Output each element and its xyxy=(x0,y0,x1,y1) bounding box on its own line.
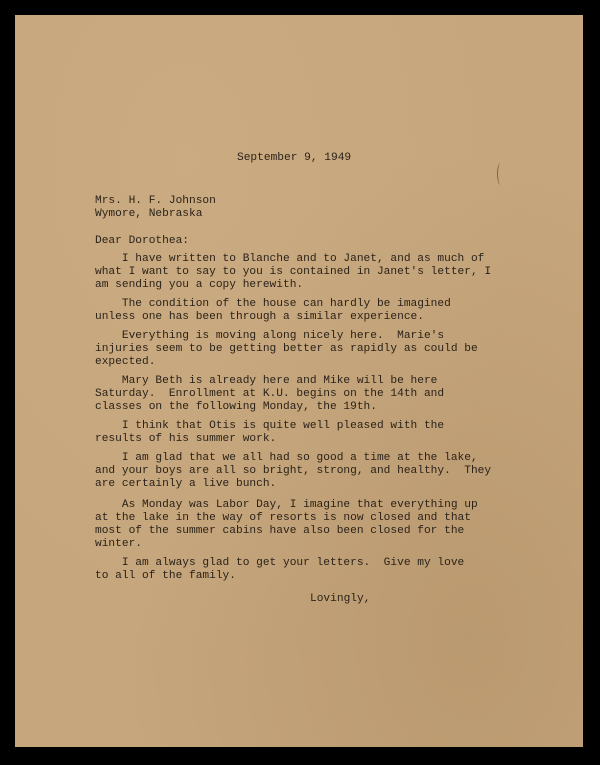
paragraph-8 xyxy=(95,557,464,583)
paragraph-line: results of his summer work. xyxy=(95,433,277,445)
paragraph-line: winter. xyxy=(95,538,142,550)
salutation: Dear Dorothea: xyxy=(95,235,189,247)
paragraph-line: expected. xyxy=(95,356,156,368)
paragraph-line: The condition of the house can hardly be imagined xyxy=(95,298,451,310)
paragraph-line: I am always glad to get your letters. Give my love xyxy=(95,557,465,569)
paragraph-2 xyxy=(95,298,451,324)
paragraph-line: classes on the following Monday, the 19th. xyxy=(95,401,377,413)
paragraph-line: injuries seem to be getting better as rapidly as could be xyxy=(95,343,478,355)
letter-date: September 9, 1949 xyxy=(237,152,352,164)
paragraph-line: Everything is moving along nicely here. Marie's xyxy=(95,330,445,342)
pen-mark xyxy=(497,163,504,185)
paragraph-line: to all of the family. xyxy=(95,570,236,582)
recipient-address: Wymore, Nebraska xyxy=(95,208,203,220)
paragraph-line: unless one has been through a similar experience. xyxy=(95,311,424,323)
paragraph-line: Mary Beth is already here and Mike will be here xyxy=(95,375,438,387)
paragraph-4 xyxy=(95,375,444,414)
paragraph-line: Saturday. Enrollment at K.U. begins on the 14th and xyxy=(95,388,445,400)
paragraph-line: I think that Otis is quite well pleased with the xyxy=(95,420,445,432)
paragraph-line: at the lake in the way of resorts is now closed and that xyxy=(95,512,471,524)
paragraph-7 xyxy=(95,499,478,551)
paragraph-line: most of the summer cabins have also been closed for the xyxy=(95,525,465,537)
paragraph-line: I have written to Blanche and to Janet, and as much of xyxy=(95,253,485,265)
paragraph-line: am sending you a copy herewith. xyxy=(95,279,304,291)
paragraph-1 xyxy=(95,253,491,292)
letter-page xyxy=(15,15,583,747)
paragraph-line: I am glad that we all had so good a time at the lake, xyxy=(95,452,478,464)
closing: Lovingly, xyxy=(310,593,371,605)
paragraph-line: are certainly a live bunch. xyxy=(95,478,277,490)
paragraph-6 xyxy=(95,452,491,491)
paragraph-line: what I want to say to you is contained in Janet's letter, I xyxy=(95,266,492,278)
recipient-name: Mrs. H. F. Johnson xyxy=(95,195,216,207)
paragraph-5 xyxy=(95,420,444,446)
paragraph-line: and your boys are all so bright, strong, and healthy. They xyxy=(95,465,492,477)
paragraph-3 xyxy=(95,330,478,369)
paragraph-line: As Monday was Labor Day, I imagine that everything up xyxy=(95,499,478,511)
